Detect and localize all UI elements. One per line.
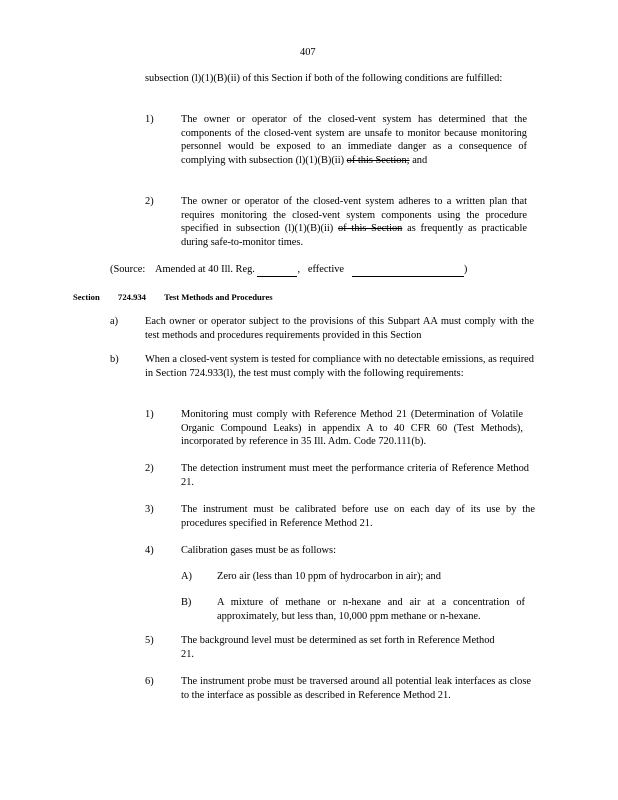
requirement-5-marker: 5) xyxy=(145,635,154,646)
condition-2-body: The owner or operator of the closed-vent system adheres to a written plan that requires monitoring the closed-vent system components using the procedure specified in subsection (l)(1)(B)(ii) xyxy=(181,196,527,235)
condition-2-marker: 2) xyxy=(145,196,154,207)
condition-2-text xyxy=(181,195,527,249)
condition-2-struck: of this Section xyxy=(337,223,403,235)
paragraph-b-text: When a closed-vent system is tested for compliance with no detectable emissions, as required in Section 724.933(l), the test must comply with the following requirements: xyxy=(145,354,534,379)
section-heading xyxy=(73,292,273,302)
paragraph-a-text: Each owner or operator subject to the provisions of this Subpart AA must comply with the test methods and procedures requirements provided in this Section xyxy=(145,316,534,341)
intro-text: subsection (l)(1)(B)(ii) of this Section if both of the following conditions are fulfilled: xyxy=(145,73,503,84)
section-word: Section xyxy=(73,292,100,302)
register-blank xyxy=(257,266,297,277)
condition-1-marker: 1) xyxy=(145,114,154,125)
requirement-3-text: The instrument must be calibrated before use on each day of its use by the procedures specified in Reference Method 21. xyxy=(181,504,535,529)
gas-b-text: A mixture of methane or n-hexane and air at a concentration of approximately, but less than, 10,000 ppm methane or n-hexane. xyxy=(217,597,525,622)
gas-a-marker: A) xyxy=(181,571,192,582)
gas-a-text: Zero air (less than 10 ppm of hydrocarbon in air); and xyxy=(217,571,441,582)
requirement-6-text: The instrument probe must be traversed around all potential leak interfaces as close to the interface as possible as described in Reference Method 21. xyxy=(181,676,531,701)
requirement-3-marker: 3) xyxy=(145,504,154,515)
condition-1-text xyxy=(181,113,527,167)
condition-2-tail: as frequently as practicable during safe-to-monitor times. xyxy=(181,223,527,248)
requirement-2-text: The detection instrument must meet the performance criteria of Reference Method 21. xyxy=(181,463,529,488)
page-number: 407 xyxy=(300,47,316,58)
gas-b-marker: B) xyxy=(181,597,192,608)
requirement-2-marker: 2) xyxy=(145,463,154,474)
condition-1-tail: and xyxy=(412,154,428,166)
paragraph-b-marker: b) xyxy=(110,354,119,365)
source-amended: Amended at 40 Ill. Reg. xyxy=(155,264,255,275)
requirement-5-text: The background level must be determined as set forth in Reference Method 21. xyxy=(181,635,495,660)
requirement-1-text: Monitoring must comply with Reference Method 21 (Determination of Volatile Organic Compound Leaks) in appendix A to 40 CFR 60 (Test Methods), incorporated by reference in 35 Ill. Adm. Code 720.111(b). xyxy=(181,409,523,448)
source-comma: , xyxy=(297,264,301,275)
effective-date-blank xyxy=(352,266,464,277)
requirement-1-marker: 1) xyxy=(145,409,154,420)
paragraph-a-marker: a) xyxy=(110,316,119,327)
condition-1-body: The owner or operator of the closed-vent system has determined that the components of the closed-vent system are unsafe to monitor because monitoring personnel would be exposed to an immediate danger as a consequence of complying with subsection (l)(1)(B)(ii) xyxy=(181,114,527,166)
source-note xyxy=(110,263,467,277)
section-title: Test Methods and Procedures xyxy=(164,292,273,302)
source-effective: effective xyxy=(307,264,345,275)
section-number: 724.934 xyxy=(118,292,146,302)
requirement-4-text: Calibration gases must be as follows: xyxy=(181,545,336,556)
source-close: ) xyxy=(463,264,468,275)
source-label: (Source: xyxy=(110,264,146,275)
requirement-6-marker: 6) xyxy=(145,676,154,687)
condition-1-struck: of this Section; xyxy=(346,154,410,166)
requirement-4-marker: 4) xyxy=(145,545,154,556)
